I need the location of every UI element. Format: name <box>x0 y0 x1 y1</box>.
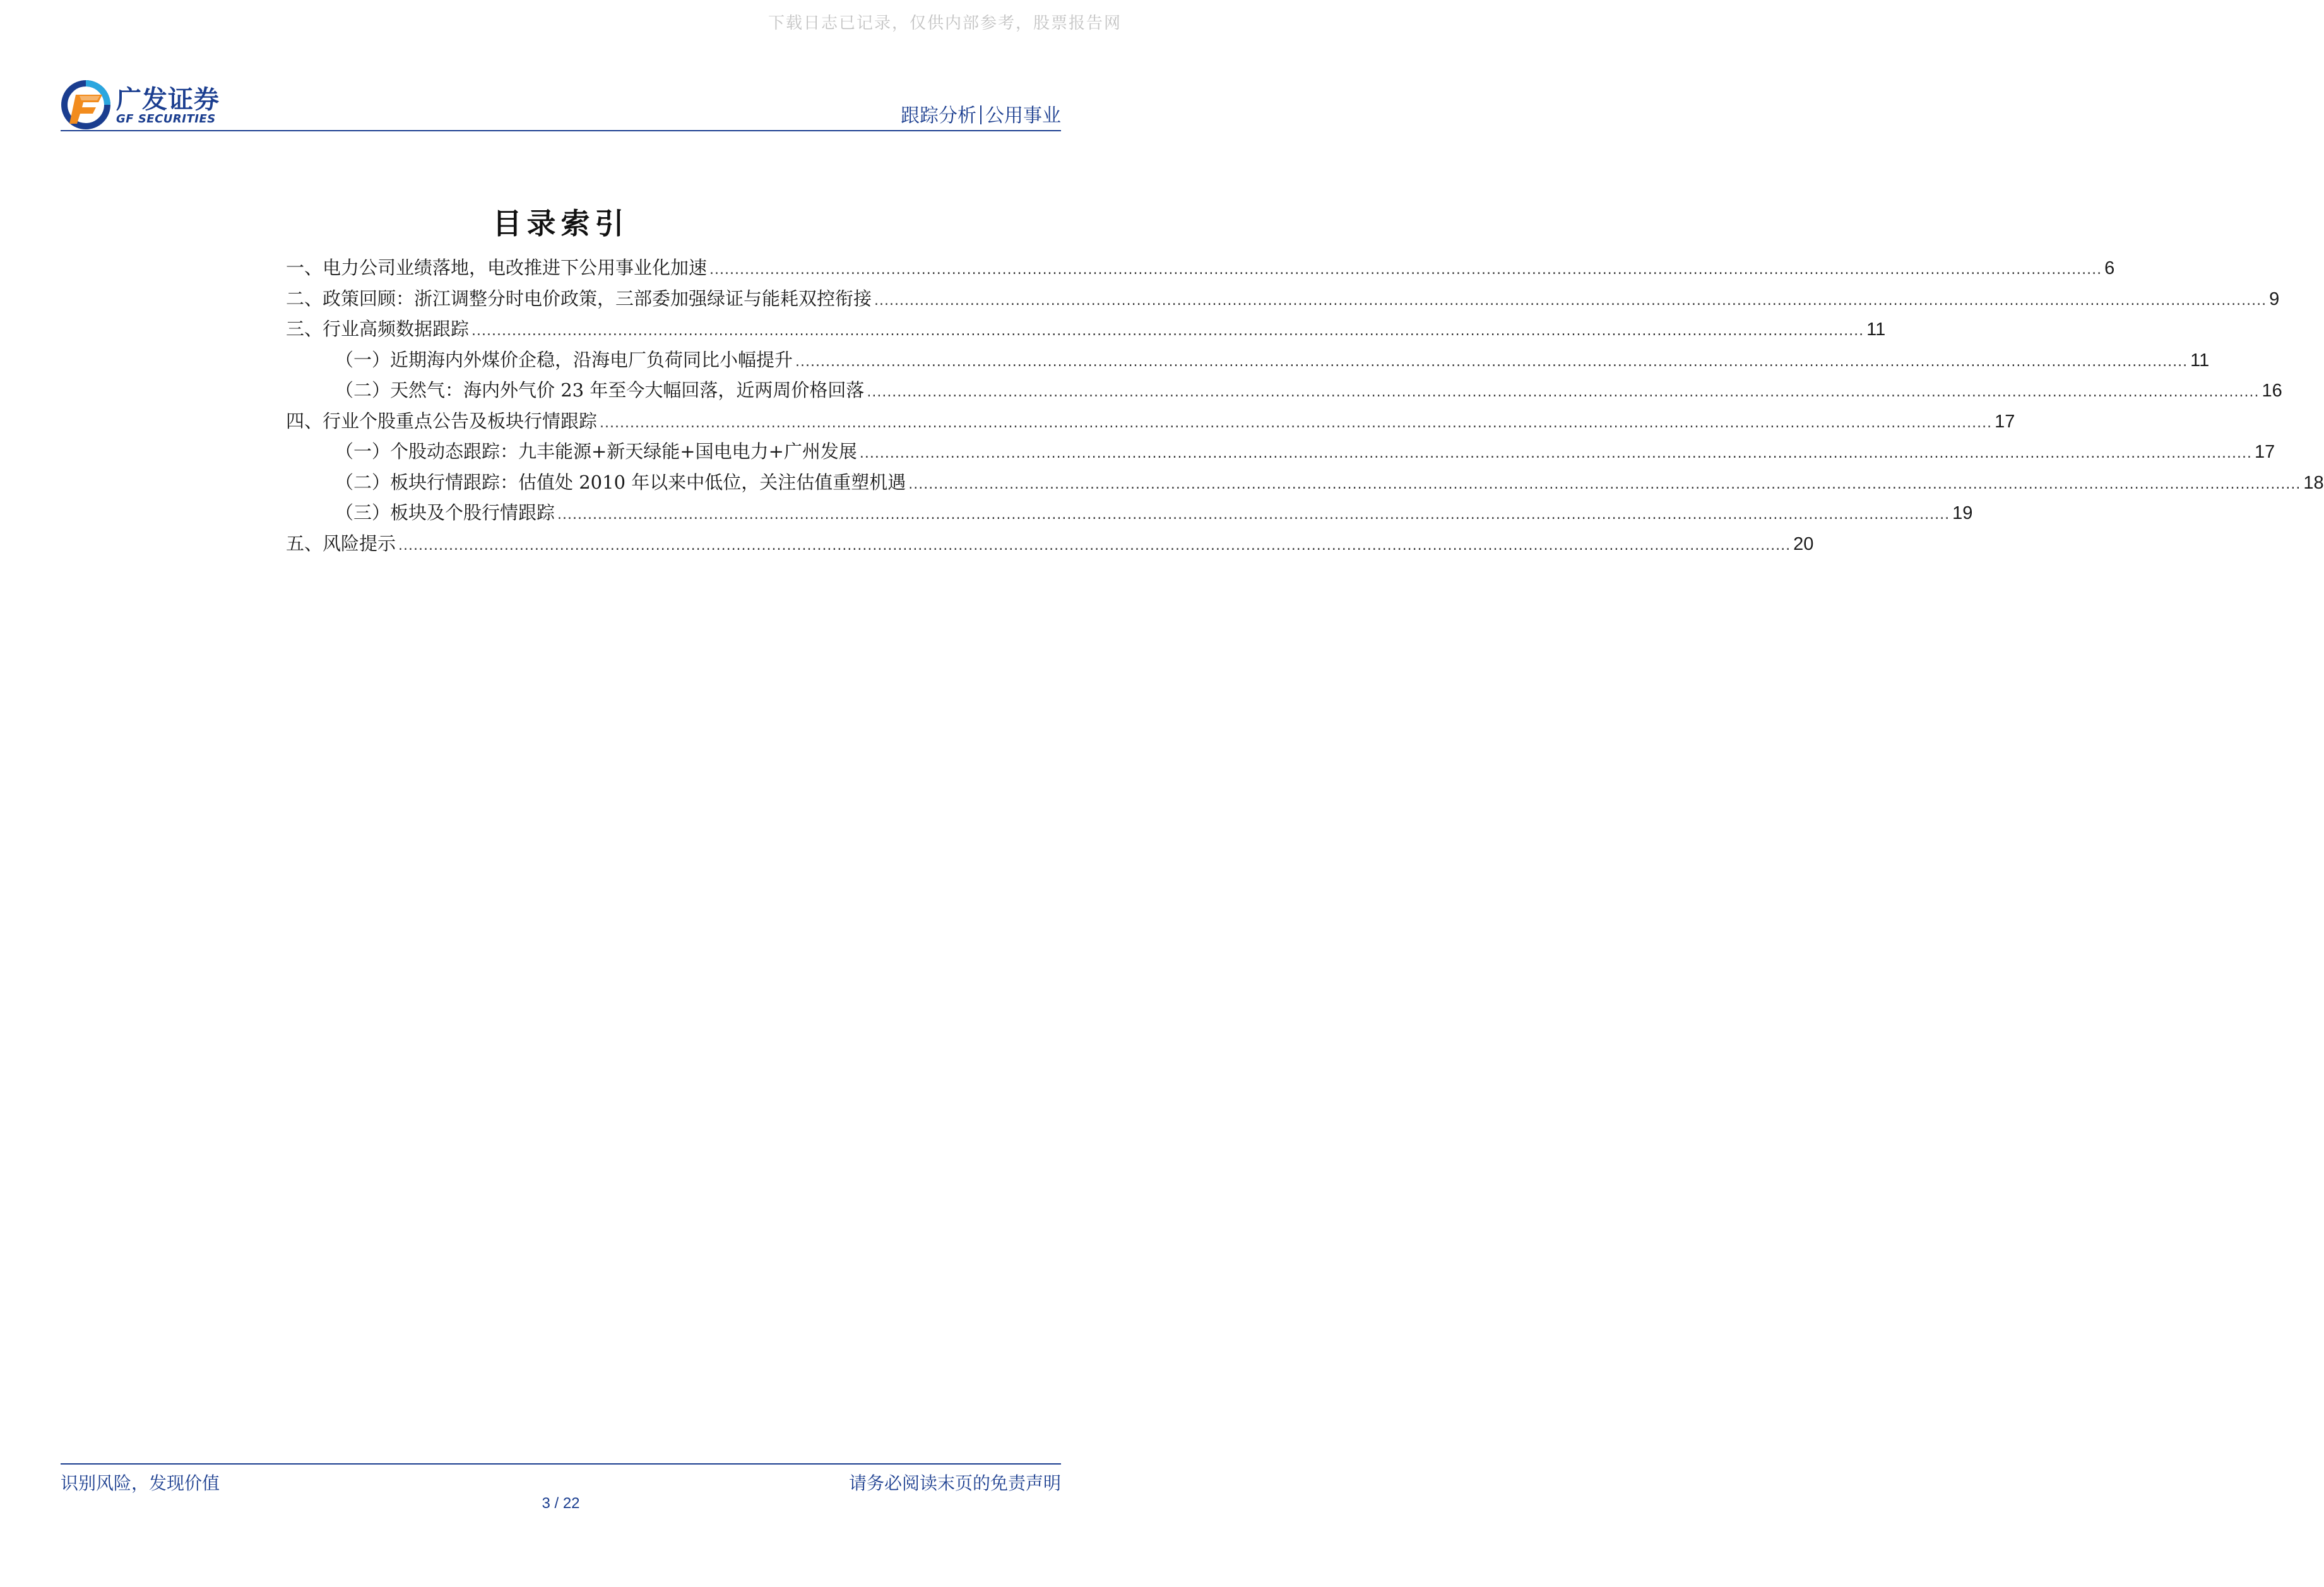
toc-title: 目录索引 <box>492 206 629 241</box>
footer-slogan: 识别风险，发现价值 <box>61 1473 220 1494</box>
toc-subentry[interactable] <box>286 346 2210 377</box>
toc-entry-label: 一、电力公司业绩落地，电改推进下公用事业化加速 <box>286 257 708 278</box>
toc-entry[interactable] <box>286 315 1886 346</box>
toc-entry-label: 三、行业高频数据跟踪 <box>286 318 470 340</box>
watermark-text: 下载日志已记录，仅供内部参考，股票报告网 <box>768 14 1122 33</box>
toc-leader-dots <box>709 262 2102 278</box>
toc-entry[interactable] <box>286 285 2280 316</box>
toc-entry-page: 11 <box>1866 319 1886 340</box>
toc-leader-dots <box>874 293 2267 309</box>
toc-entry-label: 二、政策回顾：浙江调整分时电价政策，三部委加强绿证与能耗双控衔接 <box>286 287 872 309</box>
report-category <box>901 100 1061 128</box>
toc-leader-dots <box>795 354 2188 370</box>
header-separator <box>980 105 981 124</box>
toc-entry-label: （一）近期海内外煤价企稳，沿海电厂负荷同比小幅提升 <box>335 348 793 371</box>
toc-leader-dots <box>471 323 1864 339</box>
toc-subentry[interactable] <box>286 499 1973 530</box>
toc-entry[interactable] <box>286 407 2015 438</box>
toc-entry-page: 18 <box>2303 472 2324 493</box>
toc-entry-page: 17 <box>2255 442 2275 462</box>
header-divider <box>61 130 1061 131</box>
footer-disclaimer-note: 请务必阅读末页的免责声明 <box>848 1473 1061 1494</box>
toc-entry-label: 五、风险提示 <box>286 532 396 554</box>
toc-entry-label: 四、行业个股重点公告及板块行情跟踪 <box>286 410 598 432</box>
toc-leader-dots <box>867 384 2259 400</box>
toc-subentry[interactable] <box>286 376 2282 407</box>
toc-entry-label: （二）板块行情跟踪：估值处 2010 年以来中低位，关注估值重塑机遇 <box>335 471 906 493</box>
logo-english-name: GF SECURITIES <box>116 112 216 126</box>
toc-entry-page: 6 <box>2104 258 2115 278</box>
toc-entry-page: 9 <box>2269 288 2280 309</box>
toc-leader-dots <box>860 446 2252 461</box>
toc-leader-dots <box>600 415 1992 431</box>
toc-leader-dots <box>908 477 2301 492</box>
gf-logo-icon <box>61 77 115 131</box>
toc-entry-label: （一）个股动态跟踪：九丰能源+新天绿能+国电电力+广州发展 <box>335 441 857 462</box>
report-type: 跟踪分析 <box>901 105 976 127</box>
toc-entry-label: （二）天然气：海内外气价 23 年至今大幅回落，近两周价格回落 <box>335 379 865 401</box>
toc-leader-dots <box>557 507 1950 523</box>
toc-entry-label: （三）板块及个股行情跟踪 <box>335 502 555 523</box>
toc-entry-page: 19 <box>1952 503 1973 523</box>
toc-entry-page: 20 <box>1793 533 1814 554</box>
toc-entry[interactable] <box>286 530 1814 561</box>
toc-subentry[interactable] <box>286 437 2275 468</box>
toc-entry-page: 17 <box>1995 411 2015 432</box>
page-number: 3 / 22 <box>542 1495 580 1512</box>
toc-entry[interactable] <box>286 254 2115 285</box>
report-sector: 公用事业 <box>985 105 1061 127</box>
gf-securities-logo <box>61 77 250 134</box>
toc-entry-page: 11 <box>2190 350 2210 371</box>
toc-entry-page: 16 <box>2262 381 2282 401</box>
toc-subentry[interactable] <box>286 468 2324 499</box>
table-of-contents <box>286 254 2324 560</box>
footer-divider <box>61 1463 1061 1465</box>
toc-leader-dots <box>398 538 1791 554</box>
logo-chinese-name: 广发证券 <box>116 85 220 114</box>
